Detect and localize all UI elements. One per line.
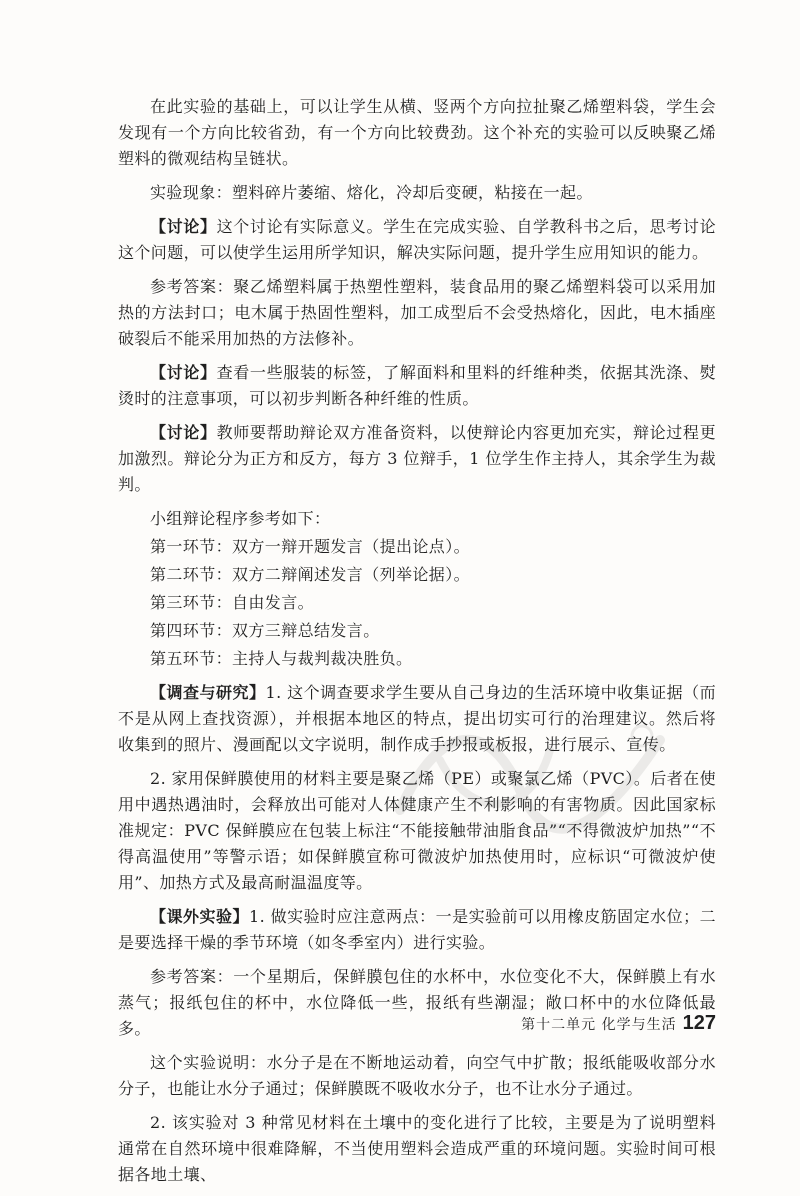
section-tag: 【讨论】 (150, 363, 217, 382)
paragraph-text: 第五环节：主持人与裁判裁决胜负。 (150, 649, 413, 668)
paragraph (118, 766, 716, 896)
paragraph (118, 562, 716, 588)
paragraph-text: 查看一些服装的标签，了解面料和里料的纤维种类，依据其洗涤、熨烫时的注意事项，可以初步判断各种纤维的性质。 (118, 363, 716, 408)
paragraph (118, 680, 716, 758)
paragraph (118, 904, 716, 956)
paragraph (118, 420, 716, 498)
paragraph-text: 在此实验的基础上，可以让学生从横、竖两个方向拉扯聚乙烯塑料袋，学生会发现有一个方向比较省劲，有一个方向比较费劲。这个补充的实验可以反映聚乙烯塑料的微观结构呈链状。 (118, 97, 716, 168)
paragraph (118, 646, 716, 672)
paragraph (118, 360, 716, 412)
paragraph-text: 第一环节：双方一辩开题发言（提出论点）。 (150, 537, 471, 556)
paragraph (118, 590, 716, 616)
paragraph (118, 274, 716, 352)
paragraph-text: 1. 做实验时应注意两点：一是实验前可以用橡皮筋固定水位；二是要选择干燥的季节环境（如冬季室内）进行实验。 (118, 907, 716, 952)
paragraph-text: 这个实验说明：水分子是在不断地运动着，向空气中扩散；报纸能吸收部分水分子，也能让水分子通过；保鲜膜既不吸收水分子，也不让水分子通过。 (118, 1053, 716, 1098)
paragraph-text: 教师要帮助辩论双方准备资料，以使辩论内容更加充实，辩论过程更加激烈。辩论分为正方和反方，每方 3 位辩手，1 位学生作主持人，其余学生为裁判。 (118, 423, 716, 494)
paragraph-text: 小组辩论程序参考如下： (150, 509, 331, 528)
paragraph-text: 第三环节：自由发言。 (150, 593, 315, 612)
paragraph (118, 618, 716, 644)
paragraph (118, 1050, 716, 1102)
paragraph-text: 2. 该实验对 3 种常见材料在土壤中的变化进行了比较，主要是为了说明塑料通常在自然环境中很难降解，不当使用塑料会造成严重的环境问题。实验时间可根据各地土壤、 (118, 1113, 716, 1184)
paragraph-text: 参考答案：一个星期后，保鲜膜包住的水杯中，水位变化不大，保鲜膜上有水蒸气；报纸包住的杯中，水位降低一些，报纸有些潮湿；敞口杯中的水位降低最多。 (118, 967, 716, 1038)
footer-unit-title: 第十二单元 化学与生活 (521, 1017, 677, 1033)
paragraph-text: 1. 这个调查要求学生要从自己身边的生活环境中收集证据（而不是从网上查找资源），并根据本地区的特点，提出切实可行的治理建议。然后将收集到的照片、漫画配以文字说明，制作成手抄报或板报，进行展示、宣传。 (118, 683, 717, 754)
paragraph-text: 第四环节：双方三辩总结发言。 (150, 621, 380, 640)
page-footer (521, 1012, 716, 1035)
paragraph (118, 506, 716, 532)
paragraph (118, 214, 716, 266)
section-tag: 【讨论】 (150, 423, 217, 442)
page-number: 127 (682, 1012, 716, 1034)
paragraph-text: 参考答案：聚乙烯塑料属于热塑性塑料，装食品用的聚乙烯塑料袋可以采用加热的方法封口；电木属于热固性塑料，加工成型后不会受热熔化，因此，电木插座破裂后不能采用加热的方法修补。 (118, 277, 716, 348)
paragraph-text: 第二环节：双方二辩阐述发言（列举论据）。 (150, 565, 471, 584)
paragraph-text: 实验现象：塑料碎片萎缩、熔化，冷却后变硬，粘接在一起。 (150, 183, 593, 202)
paragraph-text: 2. 家用保鲜膜使用的材料主要是聚乙烯（PE）或聚氯乙烯（PVC）。后者在使用中遇热遇油时，会释放出可能对人体健康产生不利影响的有害物质。因此国家标准规定：PVC 保鲜膜应在包装上标注“不能接触带油脂食品”“不得微波炉加热”“不得高温使用”等警示语；如保鲜膜宣称可微波炉加热使用时，应标识“可微波炉使用”、加热方式及最高耐温温度等。 (118, 769, 716, 892)
paragraph (118, 94, 716, 172)
paragraph (118, 1110, 716, 1188)
section-tag: 【讨论】 (150, 217, 217, 236)
section-tag: 【调查与研究】 (150, 683, 266, 702)
paragraph-text: 这个讨论有实际意义。学生在完成实验、自学教科书之后，思考讨论这个问题，可以使学生运用所学知识，解决实际问题，提升学生应用知识的能力。 (118, 217, 716, 262)
paragraph (118, 534, 716, 560)
paragraph (118, 180, 716, 206)
section-tag: 【课外实验】 (150, 907, 249, 926)
